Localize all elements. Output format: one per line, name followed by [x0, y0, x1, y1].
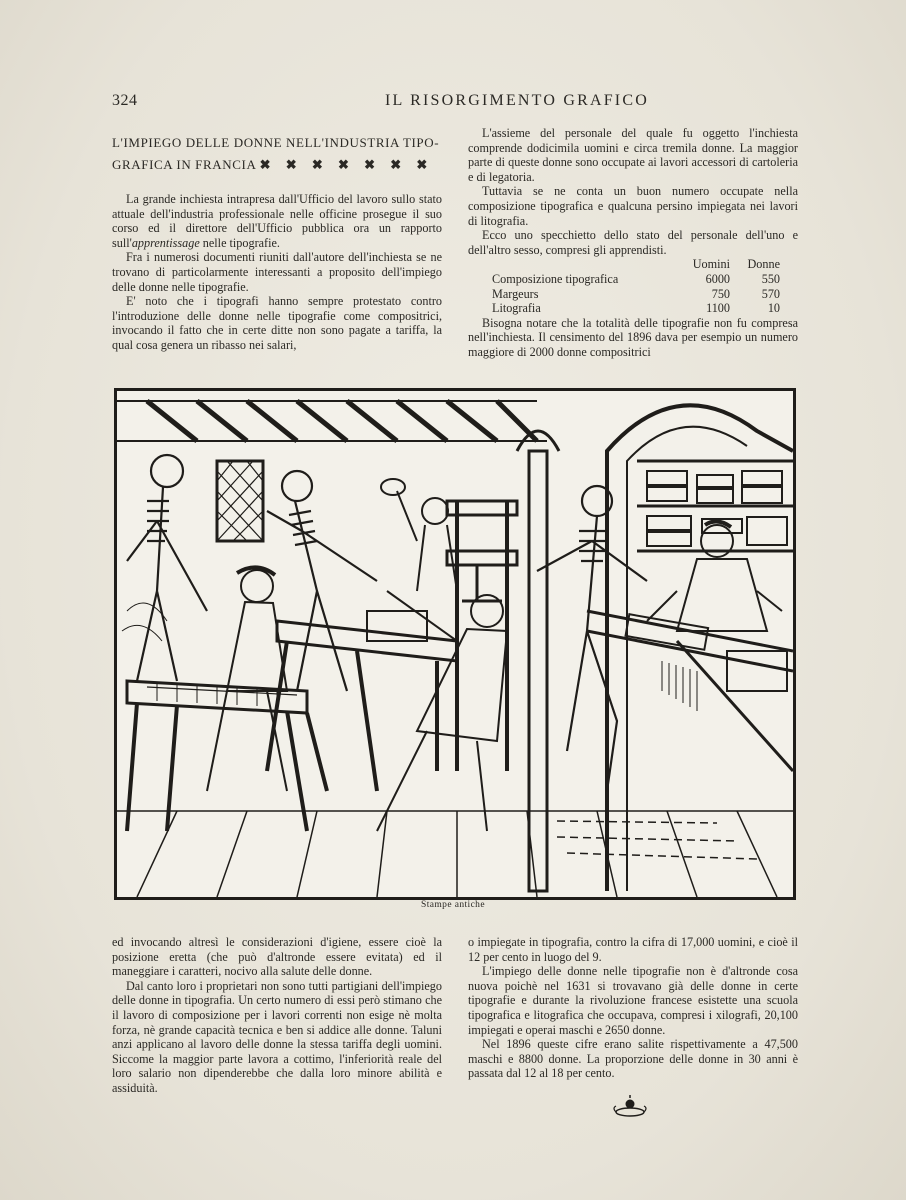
- bookshelves: [637, 461, 793, 551]
- table-row: Composizione tipografica 6000 550: [492, 271, 780, 286]
- pressman-figure: [377, 591, 507, 831]
- compositor-figure: [207, 567, 287, 791]
- article-title-line2: GRAFICA IN FRANCIA: [112, 157, 256, 172]
- page-number: 324: [112, 92, 138, 109]
- paragraph: Fra i numerosi documenti riuniti dall'autore dell'inchiesta se ne trovano di particolarmente interessanti a proposito dell'impiego delle donne nelle tipografie.: [112, 250, 442, 294]
- paragraph: Dal canto loro i proprietari non sono tutti partigiani dell'impiego delle donne in tipografia. Un certo numero di essi però stimano che il lavoro di composizione per i lavori correnti non esige nè molta forza, nè grande capacità tecnica e ben si addice alle donne. Taluni anzi applicano al lavoro delle donne la stessa tariffa degli uomini. Siccome la maggior parte lavora a cottimo, l'inferiorità reale del loro salario non dipenderebbe che dalla loro minore abilità e assiduità.: [112, 978, 442, 1095]
- printing-shop-woodcut: [117, 391, 793, 897]
- article-title: [112, 132, 442, 176]
- table-row: Litografia 1100 10: [492, 301, 780, 316]
- header-men: Uomini: [692, 257, 730, 272]
- column-right-top: [468, 126, 798, 360]
- tailpiece-ornament-icon: [610, 1094, 650, 1118]
- ceiling-beams: [117, 401, 547, 441]
- running-head: [112, 92, 792, 114]
- skeleton-figure-left: [127, 455, 207, 681]
- paragraph: L'assieme del personale del quale fu oggetto l'inchiesta comprende dodicimila uomini e circa tremila donne. La maggior parte di queste donne sono occupate ai lavori accessori di cartoleria e di legatoria.: [468, 126, 798, 184]
- paragraph: E' noto che i tipografi hanno sempre protestato contro l'introduzione delle donne nelle tipografie come compositrici, invocando il fatto che in certe ditte non sono pagate a tariffa, la qual cosa genera un ribasso nei salari,: [112, 294, 442, 352]
- paragraph: L'impiego delle donne nelle tipografie non è d'altronde cosa nuova poichè nel 1631 si trovavano già delle donne in certe tipografie e durante la rivoluzione francese esistette una scuola tipografica e litografica che occupava, compresi i xilografi, 20,100 impiegati e operai maschi e 2650 donne.: [468, 964, 798, 1037]
- title-ornaments: ✖ ✖ ✖ ✖ ✖ ✖ ✖: [259, 157, 434, 172]
- article-title-line1: L'IMPIEGO DELLE DONNE NELL'INDUSTRIA TIPO-: [112, 135, 440, 150]
- paragraph: Ecco uno specchietto dello stato del personale dell'uno e dell'altro sesso, compresi gli apprendisti.: [468, 228, 798, 257]
- floor-boards: [117, 811, 793, 897]
- italic-term: apprentissage: [131, 235, 200, 250]
- table-row: Margeurs 750 570: [492, 286, 780, 301]
- column-right-bottom: [468, 935, 798, 1081]
- column-left-top: [112, 132, 442, 353]
- personnel-table: [492, 257, 792, 315]
- paragraph: o impiegate in tipografia, contro la cifra di 17,000 uomini, e cioè il 12 per cento in luogo del 9.: [468, 935, 798, 964]
- paragraph: ed invocando altresì le considerazioni d'igiene, essere cioè la posizione eretta (che può d'altronde essere evitata) ed il maneggiare i caratteri, nocivo alla salute delle donne.: [112, 935, 442, 979]
- header-women: Donne: [747, 257, 780, 272]
- paragraph: La grande inchiesta intrapresa dall'Ufficio del lavoro sullo stato attuale dell'industria professionale nelle officine prosegue il suo corso ed il direttore dell'Ufficio pubblica ora un rapporto sull'apprentissage nelle tipografie.: [112, 192, 442, 250]
- bookseller-figure: [647, 521, 782, 631]
- paragraph: Bisogna notare che la totalità delle tipografie non fu compresa nell'inchiesta. Il censimento del 1896 dava per esempio un numero maggiore di 2000 donne compositrici: [468, 315, 798, 359]
- inker-figure: [381, 479, 457, 591]
- paragraph: Nel 1896 queste cifre erano salite rispettivamente a 47,500 maschi e 8800 donne. La proporzione delle donne in 30 anni è passata dal 12 al 18 per cento.: [468, 1037, 798, 1081]
- column: [529, 451, 547, 891]
- column-left-bottom: [112, 935, 442, 1096]
- figure-caption: Stampe antiche: [421, 900, 485, 910]
- table-header-row: [492, 257, 792, 272]
- journal-title: IL RISORGIMENTO GRAFICO: [385, 92, 649, 109]
- paragraph: Tuttavia se ne conta un buon numero occupate nella composizione tipografica e qualcuna persino impiegata nei lavori di litografia.: [468, 184, 798, 228]
- woodcut-illustration: [114, 388, 796, 900]
- type-case-table: [127, 681, 327, 831]
